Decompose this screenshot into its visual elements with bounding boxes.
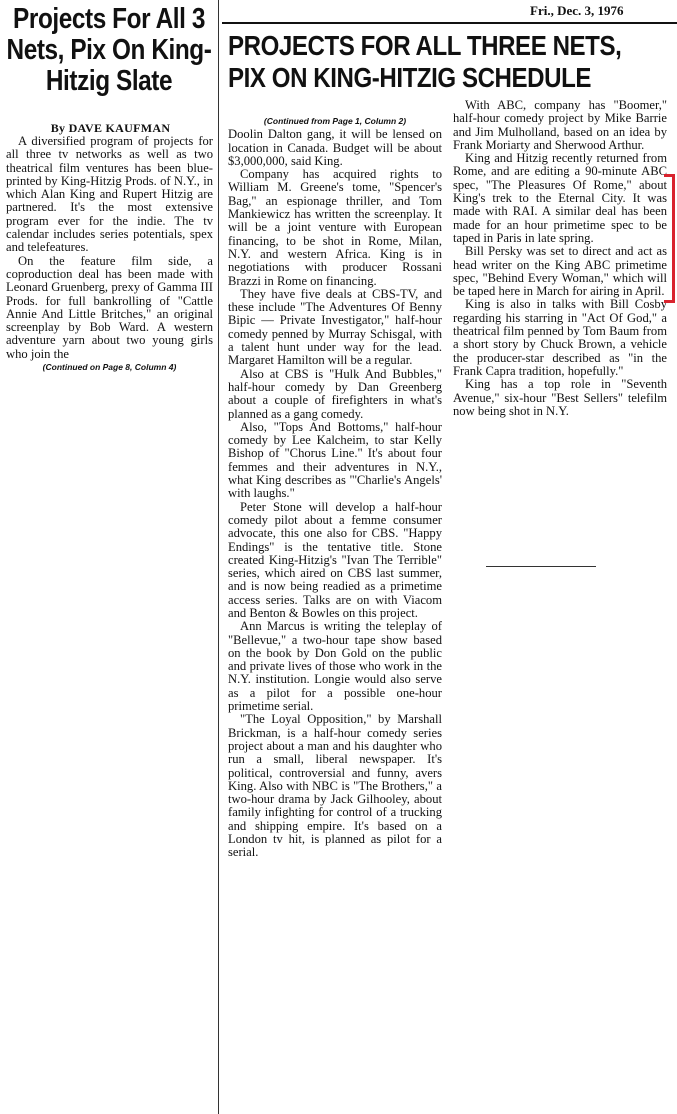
paragraph: They have five deals at CBS-TV, and these include "The Adventures Of Benny Bipic — Private Investigator," half-hour comedy penned by Murray Schisgal, with a talent hunt under way for the lead. Margaret Hamilton will be a regular.	[228, 286, 442, 368]
continued-from-line: (Continued from Page 1, Column 2)	[263, 116, 407, 126]
paragraph: Also, "Tops And Bottoms," half-hour comedy by Lee Kalcheim, to star Kelly Bishop of "Chorus Line." It's about four femmes and their adventures in N.Y., what King describes as "'Charlie's Angels' with laughs."	[228, 419, 442, 501]
paragraph: With ABC, company has "Boomer," half-hour comedy project by Mike Barrie and Jim Mulholland, based on an idea by Frank Moriarty and Sherwood Arthur.	[453, 98, 667, 152]
paragraph: Doolin Dalton gang, it will be lensed on location in Canada. Budget will be about $3,000,000, said King.	[228, 127, 442, 168]
right-story-column-2	[228, 115, 442, 860]
top-rule	[222, 22, 677, 24]
story-end-rule	[486, 566, 596, 567]
paragraph: Peter Stone will develop a half-hour comedy pilot about a femme consumer advocate, this one also for CBS. "Happy Endings" is the tentative title. Stone created King-Hitzig's "Ivan The Terrible" series, which aired on CBS last summer, and is now being readied as a primetime access series. Talks are on with Viacom and Benton & Bowles on this project.	[228, 499, 442, 620]
dateline: Fri., Dec. 3, 1976	[530, 3, 624, 18]
byline: By DAVE KAUFMAN	[50, 121, 171, 135]
paragraph: A diversified program of projects for all three tv networks as well as two theatrical film ventures has been blue-printed by King-Hitzig Prods. of N.Y., in which Alan King and Rupert Hitzig are partnered. It's the most extensive program ever for the indie. The tv calendar includes series potentials, spex and telefeatures.	[6, 134, 213, 255]
continued-to-line: (Continued on Page 8, Column 4)	[42, 362, 177, 373]
paragraph: King is also in talks with Bill Cosby regarding his starring in "Act Of God," a theatrical film penned by Tom Baum from a short story by Chuck Brown, a vehicle the producer-star described as "in the Frank Capra tradition, hopefully."	[453, 297, 667, 378]
paragraph: Company has acquired rights to William M. Greene's tome, "Spencer's Bag," an espionage thriller, and Tom Mankiewicz has written the screenplay. It will be a joint venture with European financing, to be shot in Rome, Milan, N.Y. and western Africa. King is in negotiations with producer Rossani Brazzi in Rome on financing.	[228, 167, 442, 288]
paragraph: King has a top role in "Seventh Avenue," six-hour "Best Sellers" telefilm now being shot in N.Y.	[453, 377, 667, 418]
paragraph: Bill Persky was set to direct and act as head writer on the King ABC primetime spec, "Behind Every Woman," which will be taped here in March for airing in April.	[453, 244, 667, 299]
column-divider	[218, 0, 219, 1114]
paragraph-highlighted: King and Hitzig recently returned from Rome, and are editing a 90-minute ABC spec, "The Pleasures Of Rome," about King's trek to the Eternal City. It was made with RAI. A similar deal has been made for an hour primetime spec to be taped in Paris in late spring.	[453, 151, 667, 245]
left-story-body	[6, 135, 213, 374]
paragraph: Ann Marcus is writing the teleplay of "Bellevue," a two-hour tape show based on the book by Don Gold on the public and private lives of those who work in the N.Y. institution. Longie would also serve as a pilot for a possible one-hour primetime serial.	[228, 619, 442, 714]
right-headline: PROJECTS FOR ALL THREE NETS, PIX ON KING-HITZIG SCHEDULE	[228, 30, 622, 93]
left-headline: Projects For All 3 Nets, Pix On King-Hitzig Slate	[6, 3, 212, 97]
highlight-bracket	[664, 174, 675, 303]
paragraph: "The Loyal Opposition," by Marshall Brickman, is a half-hour comedy series project about a man and his daughter who run a small, liberal newspaper. It's political, controversial and funny, avers King. Also with NBC is "The Brothers," a two-hour drama by Jack Gilhooley, about family infighting for control of a trucking and shipping empire. It's based on a London tv hit, is planned as pilot for a serial.	[228, 712, 442, 860]
paragraph: On the feature film side, a coproduction deal has been made with Leonard Gruenberg, prexy of Gamma III Prods. for full bankrolling of "Cattle Annie And Little Britches," an original screenplay by Bob Ward. A western adventure yarn about two young girls who join the	[6, 253, 213, 361]
right-story-column-3	[453, 99, 667, 418]
paragraph: Also at CBS is "Hulk And Bubbles," half-hour comedy by Dan Greenberg about a couple of firefighters in what's planned as a gang comedy.	[228, 366, 442, 421]
